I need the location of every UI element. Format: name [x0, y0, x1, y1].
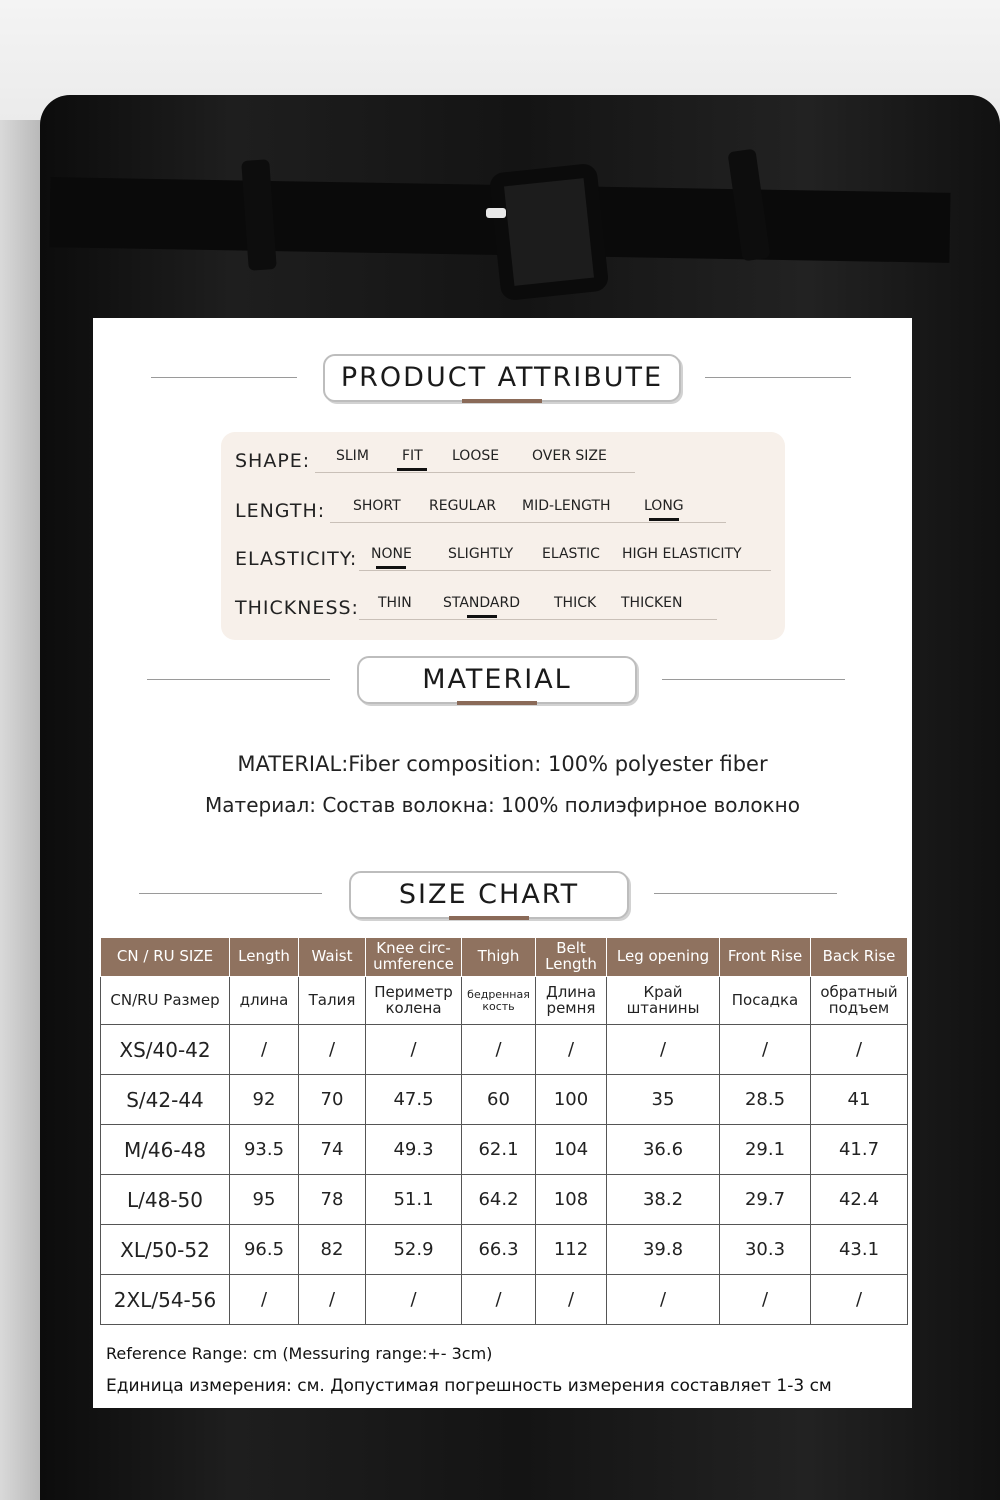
attr-line: [359, 619, 717, 620]
table-cell: /: [720, 1025, 811, 1075]
column-header-ru: длина: [230, 977, 299, 1025]
table-cell: 112: [536, 1225, 607, 1275]
table-cell: 42.4: [811, 1175, 908, 1225]
table-header-row: [101, 938, 908, 977]
size-chart-table: [100, 937, 908, 1325]
attr-label: SHAPE:: [235, 450, 311, 472]
column-header: CN / RU SIZE: [101, 938, 230, 977]
column-header: Length: [230, 938, 299, 977]
table-cell: /: [462, 1025, 536, 1075]
divider-line: [654, 893, 837, 894]
attr-line: [315, 472, 635, 473]
attr-label: LENGTH:: [235, 500, 326, 522]
table-row: [101, 1225, 908, 1275]
table-cell: /: [536, 1275, 607, 1325]
table-cell: 41.7: [811, 1125, 908, 1175]
title-underline: [449, 916, 529, 920]
section-title-text: SIZE CHART: [398, 879, 580, 910]
attr-option-selected: STANDARD: [443, 595, 521, 611]
info-panel: [93, 318, 912, 1408]
table-cell: /: [366, 1275, 462, 1325]
table-cell: 38.2: [607, 1175, 720, 1225]
attr-option: OVER SIZE: [532, 448, 607, 464]
table-cell: 35: [607, 1075, 720, 1125]
divider-line: [151, 377, 297, 378]
size-cell: S/42-44: [101, 1075, 230, 1125]
size-chart-title: [349, 871, 629, 919]
size-cell: 2XL/54-56: [101, 1275, 230, 1325]
divider-line: [139, 893, 322, 894]
table-cell: 39.8: [607, 1225, 720, 1275]
table-cell: 96.5: [230, 1225, 299, 1275]
table-cell: 66.3: [462, 1225, 536, 1275]
attr-option: HIGH ELASTICITY: [622, 546, 742, 562]
table-cell: 28.5: [720, 1075, 811, 1125]
attr-line: [330, 522, 726, 523]
table-cell: 30.3: [720, 1225, 811, 1275]
divider-line: [705, 377, 851, 378]
table-cell: 93.5: [230, 1125, 299, 1175]
buckle-pin: [486, 208, 506, 218]
table-cell: 92: [230, 1075, 299, 1125]
table-cell: 78: [299, 1175, 366, 1225]
attr-option: SLIGHTLY: [448, 546, 514, 562]
table-cell: /: [299, 1275, 366, 1325]
attr-option: REGULAR: [429, 498, 497, 514]
column-header-ru: Край штанины: [607, 977, 720, 1025]
attr-option: ELASTIC: [542, 546, 600, 562]
section-title-text: PRODUCT ATTRIBUTE: [340, 362, 664, 393]
table-cell: 64.2: [462, 1175, 536, 1225]
table-cell: /: [462, 1275, 536, 1325]
attr-option: SHORT: [353, 498, 401, 514]
column-header: Back Rise: [811, 938, 908, 977]
table-cell: 60: [462, 1075, 536, 1125]
table-cell: /: [811, 1275, 908, 1325]
table-cell: 62.1: [462, 1125, 536, 1175]
attr-option-selected: LONG: [644, 498, 684, 514]
column-header: Belt Length: [536, 938, 607, 977]
column-header-ru: CN/RU Размер: [101, 977, 230, 1025]
divider-line: [662, 679, 845, 680]
table-row: [101, 1075, 908, 1125]
table-cell: /: [720, 1275, 811, 1325]
table-row: [101, 1275, 908, 1325]
table-cell: /: [811, 1025, 908, 1075]
table-cell: 52.9: [366, 1225, 462, 1275]
table-cell: 41: [811, 1075, 908, 1125]
table-cell: 74: [299, 1125, 366, 1175]
table-cell: 70: [299, 1075, 366, 1125]
column-header-ru: Посадка: [720, 977, 811, 1025]
attr-option: SLIM: [336, 448, 369, 464]
table-cell: 29.7: [720, 1175, 811, 1225]
table-cell: /: [230, 1025, 299, 1075]
table-cell: /: [230, 1275, 299, 1325]
section-title-text: MATERIAL: [422, 664, 572, 695]
column-header-ru: обратный подъем: [811, 977, 908, 1025]
divider-line: [147, 679, 330, 680]
table-cell: 49.3: [366, 1125, 462, 1175]
size-cell: L/48-50: [101, 1175, 230, 1225]
reference-note-en: Reference Range: cm (Messuring range:+- 3cm): [106, 1344, 493, 1363]
attr-option: MID-LENGTH: [522, 498, 611, 514]
attr-option: THICK: [554, 595, 597, 611]
table-cell: 51.1: [366, 1175, 462, 1225]
table-cell: /: [366, 1025, 462, 1075]
attr-line: [359, 570, 771, 571]
attr-option: LOOSE: [452, 448, 500, 464]
column-header: Leg opening: [607, 938, 720, 977]
attr-row-elasticity: [235, 546, 775, 576]
material-text-en: MATERIAL:Fiber composition: 100% polyester fiber: [237, 752, 768, 776]
attr-label: THICKNESS:: [235, 597, 359, 619]
reference-note-ru: Единица измерения: см. Допустимая погрешность измерения составляет 1-3 см: [106, 1376, 832, 1396]
attr-row-thickness: [235, 595, 775, 625]
material-text-ru: Материал: Состав волокна: 100% полиэфирное волокно: [205, 793, 800, 817]
column-header: Thigh: [462, 938, 536, 977]
table-cell: 108: [536, 1175, 607, 1225]
attr-row-shape: [235, 448, 775, 478]
table-cell: 43.1: [811, 1225, 908, 1275]
table-cell: /: [607, 1025, 720, 1075]
column-header-ru: Периметр колена: [366, 977, 462, 1025]
table-cell: 47.5: [366, 1075, 462, 1125]
table-header-ru-row: [101, 977, 908, 1025]
size-cell: XL/50-52: [101, 1225, 230, 1275]
material-title: [357, 656, 637, 704]
product-attribute-title: [323, 354, 681, 402]
table-cell: /: [536, 1025, 607, 1075]
table-cell: 36.6: [607, 1125, 720, 1175]
column-header: Front Rise: [720, 938, 811, 977]
attr-option-selected: NONE: [371, 546, 412, 562]
attr-option: THIN: [378, 595, 412, 611]
column-header-ru: Талия: [299, 977, 366, 1025]
attr-label: ELASTICITY:: [235, 548, 358, 570]
table-row: [101, 1125, 908, 1175]
column-header-ru: Длина ремня: [536, 977, 607, 1025]
table-cell: 100: [536, 1075, 607, 1125]
size-cell: M/46-48: [101, 1125, 230, 1175]
title-underline: [462, 399, 542, 403]
belt-buckle: [489, 163, 610, 302]
table-cell: /: [299, 1025, 366, 1075]
attribute-box: [221, 432, 785, 640]
attr-row-length: [235, 498, 775, 528]
table-cell: 95: [230, 1175, 299, 1225]
table-row: [101, 1175, 908, 1225]
title-underline: [457, 701, 537, 705]
table-cell: 82: [299, 1225, 366, 1275]
column-header-ru: бедренная кость: [462, 977, 536, 1025]
table-cell: 29.1: [720, 1125, 811, 1175]
attr-option-selected: FIT: [402, 448, 423, 464]
column-header: Waist: [299, 938, 366, 977]
table-cell: 104: [536, 1125, 607, 1175]
table-row: [101, 1025, 908, 1075]
size-cell: XS/40-42: [101, 1025, 230, 1075]
column-header: Knee circ-umference: [366, 938, 462, 977]
table-cell: /: [607, 1275, 720, 1325]
attr-option: THICKEN: [621, 595, 683, 611]
